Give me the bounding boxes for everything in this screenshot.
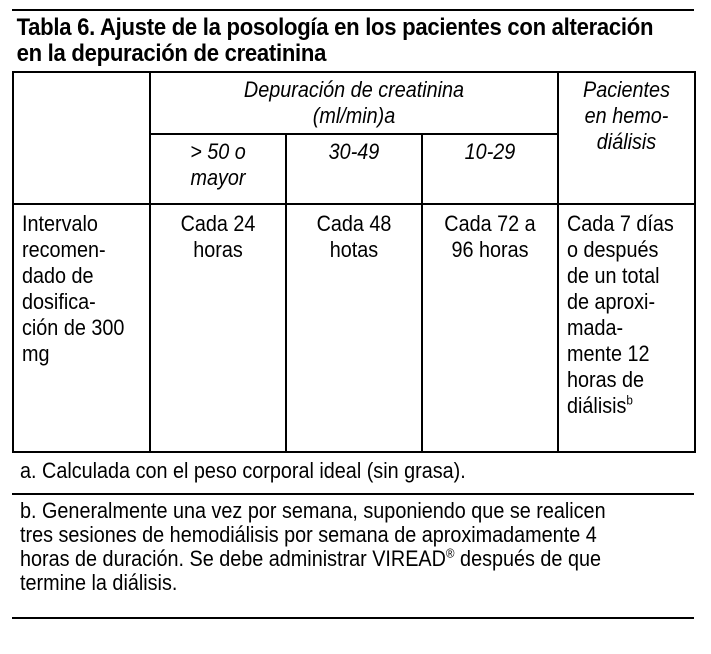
footnote-a — [12, 453, 694, 495]
row-label-line-6: mg — [22, 341, 50, 366]
subheader-cell-2 — [286, 134, 422, 204]
hd-line-8 — [567, 393, 681, 419]
cell-2-line-2: hotas — [329, 237, 379, 262]
registered-mark: ® — [445, 545, 455, 561]
cell-over-50 — [150, 204, 286, 452]
header-hemodialysis-cell — [558, 72, 695, 204]
footnote-b-line-3-post: después de que — [454, 546, 601, 571]
cell-1-line-2: horas — [193, 237, 243, 262]
hemodialysis-header-line-2: en hemo- — [584, 103, 669, 128]
hd-line-8-text: diálisis — [567, 393, 627, 418]
hd-line-7: horas de — [567, 367, 645, 392]
cell-1-line-1: Cada 24 — [180, 211, 256, 236]
group-label-line-2: (ml/min)a — [312, 103, 396, 128]
subheader-3-line-1: 10-29 — [464, 139, 516, 164]
cell-3-line-1: Cada 72 a — [444, 211, 536, 236]
footnote-b-line-3-pre: horas de duración. Se debe administrar VIREAD — [20, 546, 446, 571]
cell-2-line-1: Cada 48 — [316, 211, 392, 236]
hd-line-6: mente 12 — [567, 341, 650, 366]
title-line-2: en la depuración de creatinina — [16, 40, 327, 67]
group-label-line-1: Depuración de creatinina — [243, 77, 465, 102]
hd-line-1: Cada 7 días — [567, 211, 674, 236]
footnote-b-marker: b — [626, 392, 633, 408]
title-line-1: Tabla 6. Ajuste de la posología en los pacientes con alteración — [16, 14, 654, 41]
header-empty-cell — [13, 72, 150, 204]
subheader-cell-3 — [422, 134, 558, 204]
cell-30-49 — [286, 204, 422, 452]
hd-line-5: mada- — [567, 315, 624, 340]
row-label-line-1: Intervalo — [22, 211, 98, 236]
row-label-line-5: ción de 300 — [22, 315, 125, 340]
row-label-cell — [13, 204, 150, 452]
document — [12, 9, 694, 619]
footnote-b-line-4: termine la diálisis. — [20, 570, 178, 595]
row-label-line-4: dosifica- — [22, 289, 96, 314]
hemodialysis-header-line-1: Pacientes — [583, 77, 670, 102]
cell-3-line-2: 96 horas — [451, 237, 529, 262]
header-row-1 — [13, 72, 695, 134]
dosage-table — [12, 71, 696, 453]
hd-line-2: o después — [567, 237, 659, 262]
footnote-b-line-2: tres sesiones de hemodiálisis por semana de aproximadamente 4 — [20, 522, 597, 547]
hd-line-3: de un total — [567, 263, 660, 288]
footnote-a-text: a. Calculada con el peso corporal ideal (sin grasa). — [20, 458, 466, 483]
table-title — [12, 11, 694, 71]
hd-line-4: de aproxi- — [567, 289, 656, 314]
footnote-b-line-1: b. Generalmente una vez por semana, suponiendo que se realicen — [20, 498, 606, 523]
subheader-2-line-1: 30-49 — [328, 139, 380, 164]
footnote-b — [12, 495, 694, 619]
row-label-line-3: dado de — [22, 263, 94, 288]
hemodialysis-header-line-3: diálisis — [596, 129, 657, 154]
subheader-cell-1 — [150, 134, 286, 204]
header-group-cell — [150, 72, 558, 134]
footnote-b-line-3 — [20, 547, 693, 571]
subheader-1-line-2: mayor — [190, 165, 246, 190]
data-row — [13, 204, 695, 452]
cell-10-29 — [422, 204, 558, 452]
cell-hemodialysis — [558, 204, 695, 452]
subheader-1-line-1: > 50 o — [190, 139, 246, 164]
row-label-line-2: recomen- — [22, 237, 106, 262]
